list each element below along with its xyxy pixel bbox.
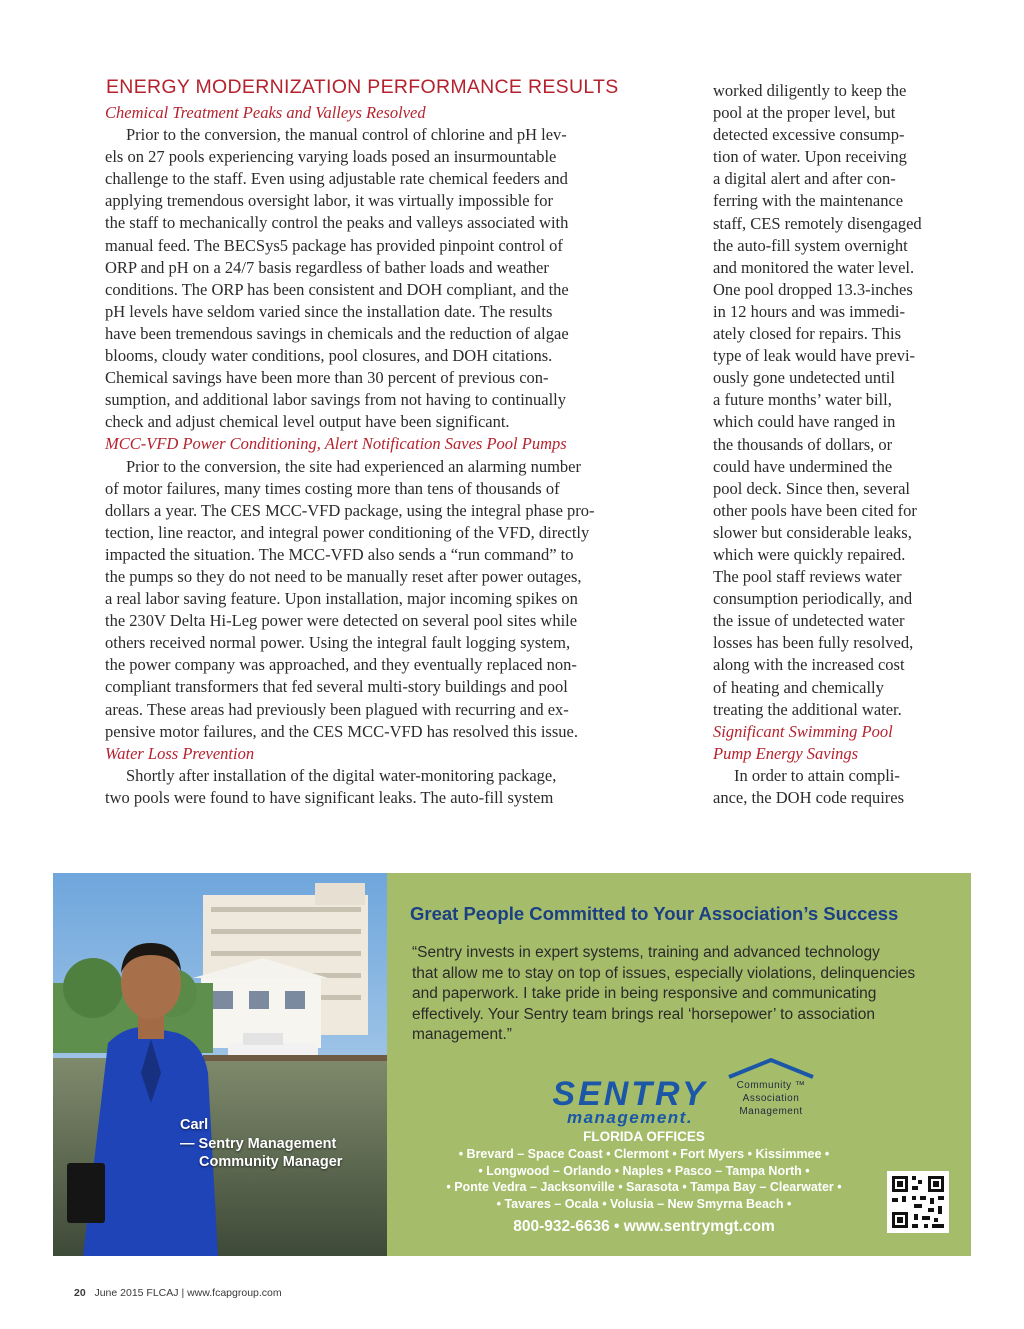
text-line: Prior to the conversion, the site had experienced an alarming number — [126, 456, 581, 476]
text-line: the thousands of dollars, or — [713, 434, 893, 454]
text-line: impacted the situation. The MCC-VFD also sends a “run command” to — [105, 544, 574, 564]
quote-line: that allow me to stay on top of issues, especially violations, delinquencies — [412, 964, 916, 982]
sentry-advertisement[interactable] — [53, 873, 971, 1256]
text-line: pool deck. Since then, several — [713, 478, 911, 498]
text-line: pensive motor failures, and the CES MCC-VFD has resolved this issue. — [105, 721, 578, 741]
text-line: manual feed. The BECSys5 package has provided pinpoint control of — [105, 235, 563, 255]
text-line: the 230V Delta Hi-Leg power were detected on several pool sites while — [105, 611, 578, 631]
offices-line: • Tavares – Ocala • Volusia – New Smyrna Beach • — [496, 1196, 792, 1211]
text-line: check and adjust chemical level output have been significant. — [105, 412, 510, 432]
ad-headline: Great People Committed to Your Association’s Success — [410, 903, 899, 924]
photo-caption — [180, 1116, 342, 1172]
subheading: MCC-VFD Power Conditioning, Alert Notification Saves Pool Pumps — [105, 434, 567, 454]
text-line: of motor failures, many times costing more than tens of thousands of — [105, 478, 560, 498]
quote-line: effectively. Your Sentry team brings real ‘horsepower’ to association — [412, 1005, 875, 1023]
text-line: the pumps so they do not need to be manually reset after power outages, — [105, 566, 582, 586]
community-association-management-logo — [725, 1057, 817, 1118]
article-right-column — [713, 80, 958, 809]
subheading: Water Loss Prevention — [105, 743, 255, 763]
text-line: consumption periodically, and — [713, 589, 913, 609]
text-line: others received normal power. Using the integral fault logging system, — [105, 633, 571, 653]
text-line: a digital alert and after con- — [713, 169, 896, 189]
quote-line: “Sentry invests in expert systems, training and advanced technology — [412, 944, 880, 961]
text-line: challenge to the staff. Even using adjustable rate chemical feeders and — [105, 169, 568, 189]
text-line: One pool dropped 13.3-inches — [713, 279, 913, 299]
text-line: Chemical savings have been more than 30 percent of previous con- — [105, 368, 549, 388]
offices-line: • Brevard – Space Coast • Clermont • Fort Myers • Kissimmee • — [458, 1147, 830, 1161]
text-line: in 12 hours and was immedi- — [713, 301, 906, 321]
quote-line: and paperwork. I take pride in being responsive and communicating — [412, 985, 877, 1002]
text-line: blooms, cloudy water conditions, pool closures, and DOH citations. — [105, 346, 553, 366]
ad-photo — [53, 873, 387, 1256]
caption-name: Carl — [180, 1117, 209, 1133]
page-footer — [74, 1287, 282, 1299]
offices-line: • Longwood – Orlando • Naples • Pasco – Tampa North • — [478, 1163, 810, 1178]
text-line: slower but considerable leaks, — [713, 522, 912, 542]
subheading: Chemical Treatment Peaks and Valleys Resolved — [105, 103, 426, 122]
text-line: the staff to mechanically control the peaks and valleys associated with — [105, 213, 569, 233]
text-line: pH levels have seldom varied since the installation date. The results — [105, 301, 553, 321]
text-line: losses has been fully resolved, — [713, 633, 914, 653]
text-line: the power company was approached, and they eventually replaced non- — [105, 655, 577, 675]
page-number: 20 — [74, 1287, 86, 1299]
quote-line: management.” — [412, 1026, 512, 1043]
text-line: have been tremendous savings in chemicals and the reduction of algae — [105, 323, 569, 343]
text-line: which could have ranged in — [713, 412, 896, 432]
text-line: a future months’ water bill, — [713, 390, 892, 410]
text-line: ferring with the maintenance — [713, 191, 904, 211]
text-line: Shortly after installation of the digital water-monitoring package, — [126, 765, 557, 785]
text-line: of heating and chemically — [713, 677, 884, 697]
text-line: sumption, and additional labor savings from not having to continually — [105, 390, 567, 410]
text-line: detected excessive consump- — [713, 125, 905, 145]
ad-content — [387, 873, 971, 1256]
text-line: els on 27 pools experiencing varying loads posed an insurmountable — [105, 147, 557, 167]
article-left-column — [105, 102, 650, 809]
text-line: pool at the proper level, but — [713, 103, 896, 123]
text-line: two pools were found to have significant leaks. The auto-fill system — [105, 787, 554, 807]
cam-line-1: Community ™ — [736, 1080, 806, 1091]
footer-separator: | — [181, 1287, 185, 1299]
footer-url[interactable]: www.fcapgroup.com — [187, 1287, 282, 1299]
text-line: ance, the DOH code requires — [713, 788, 905, 807]
text-line: The pool staff reviews water — [713, 567, 902, 587]
text-line: staff, CES remotely disengaged — [713, 213, 922, 233]
text-line: a real labor saving feature. Upon installation, major incoming spikes on — [105, 589, 578, 609]
sentry-management-logo — [545, 1075, 715, 1127]
text-line: the issue of undetected water — [713, 611, 905, 631]
logo-main-text: SENTRY — [552, 1075, 708, 1113]
caption-company: — Sentry Management — [180, 1135, 337, 1152]
caption-role: Community Manager — [199, 1154, 343, 1170]
offices-line: • Ponte Vedra – Jacksonville • Sarasota • Tampa Bay – Clearwater • — [446, 1180, 842, 1194]
text-line: compliant transformers that fed several multi-story buildings and pool — [105, 677, 568, 697]
text-line: tection, line reactor, and integral power conditioning of the VFD, directly — [105, 522, 590, 542]
qr-code-icon[interactable] — [887, 1171, 949, 1233]
subheading: Significant Swimming Pool — [713, 721, 893, 741]
text-line: ORP and pH on a 24/7 basis regardless of bather loads and weather — [105, 257, 549, 277]
text-line: dollars a year. The CES MCC-VFD package, using the integral phase pro- — [105, 500, 595, 520]
cam-line-2: Association — [742, 1093, 800, 1104]
text-line: ously gone undetected until — [713, 368, 895, 388]
contact-link[interactable]: 800-932-6636 • www.sentrymgt.com — [513, 1218, 775, 1235]
roof-icon — [725, 1057, 817, 1079]
text-line: worked diligently to keep the — [713, 81, 907, 100]
issue-label: June 2015 FLCAJ — [94, 1287, 179, 1299]
text-line: which were quickly repaired. — [713, 544, 906, 564]
offices-heading: FLORIDA OFFICES — [583, 1129, 705, 1144]
text-line: type of leak would have previ- — [713, 346, 916, 366]
text-line: ately closed for repairs. This — [713, 324, 902, 344]
text-line: other pools have been cited for — [713, 500, 917, 520]
manager-photo-illustration — [53, 873, 387, 1256]
text-line: conditions. The ORP has been consistent and DOH compliant, and the — [105, 279, 569, 299]
text-line: treating the additional water. — [713, 699, 902, 719]
ad-quote — [412, 943, 962, 1046]
florida-offices — [387, 1128, 901, 1237]
text-line: applying tremendous oversight labor, it was virtually impossible for — [105, 191, 553, 211]
text-line: In order to attain compli- — [734, 765, 900, 785]
logo-sub-text: management. — [566, 1108, 694, 1127]
text-line: Prior to the conversion, the manual control of chlorine and pH lev- — [126, 125, 567, 145]
text-line: could have undermined the — [713, 456, 893, 476]
text-line: areas. These areas had previously been plagued with recurring and ex- — [105, 699, 569, 719]
text-line: and monitored the water level. — [713, 257, 915, 277]
text-line: tion of water. Upon receiving — [713, 147, 907, 167]
text-line: along with the increased cost — [713, 655, 905, 675]
cam-line-3: Management — [739, 1106, 803, 1117]
text-line: the auto-fill system overnight — [713, 235, 908, 255]
subheading: Pump Energy Savings — [713, 743, 859, 763]
section-title: ENERGY MODERNIZATION PERFORMANCE RESULTS — [106, 76, 619, 98]
